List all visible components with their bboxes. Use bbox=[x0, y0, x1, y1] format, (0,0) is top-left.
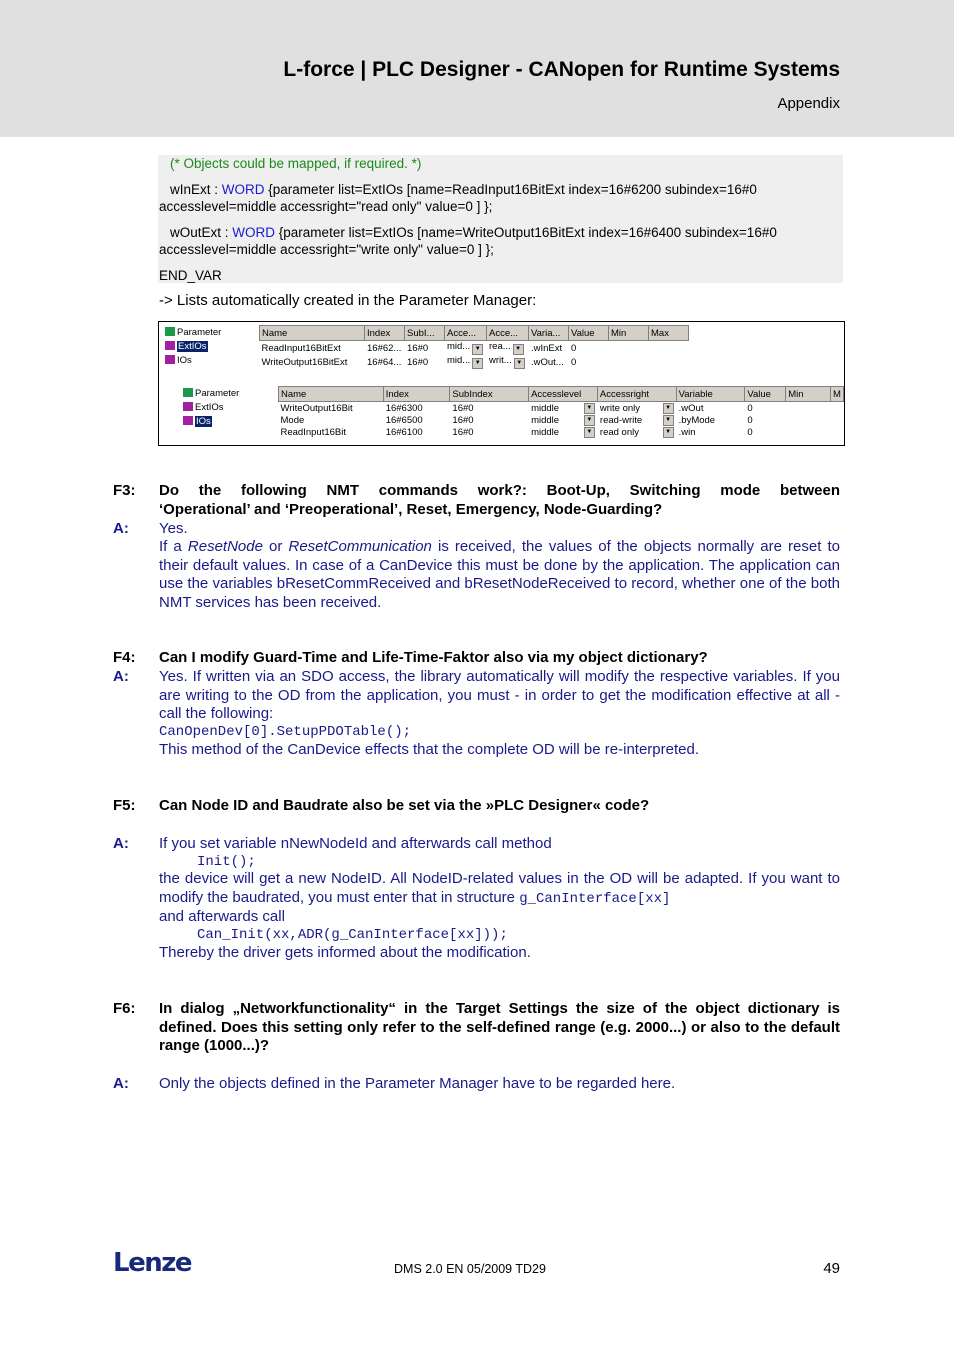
dropdown-arrow-icon[interactable]: ▼ bbox=[663, 427, 674, 438]
tree-node[interactable]: IOs bbox=[165, 355, 192, 366]
f5-answer-1: If you set variable nNewNodeId and afterwards call method bbox=[159, 835, 552, 852]
col-header[interactable]: Index bbox=[383, 387, 450, 402]
f6-label: F6: bbox=[113, 1000, 136, 1017]
f6-answer-label: A: bbox=[113, 1075, 129, 1092]
f5-answer-4: Thereby the driver gets informed about the modification. bbox=[159, 944, 531, 961]
dropdown-arrow-icon[interactable]: ▼ bbox=[513, 344, 524, 355]
table-row[interactable]: WriteOutput16BitExt 16#64... 16#0 mid... ▼ writ... ▼ .wOut... 0 bbox=[260, 355, 689, 369]
parameter-manager-screenshot bbox=[158, 321, 845, 446]
col-header[interactable]: Name bbox=[260, 326, 365, 341]
col-header[interactable]: Min bbox=[609, 326, 649, 341]
dropdown-arrow-icon[interactable]: ▼ bbox=[663, 403, 674, 414]
list-icon bbox=[183, 416, 193, 425]
dropdown-arrow-icon[interactable]: ▼ bbox=[584, 427, 595, 438]
col-header[interactable]: Accesslevel bbox=[529, 387, 598, 402]
f6-question: In dialog „Networkfunctionality“ in the Target Settings the size of the object dictionary is defined. Does this setting only refer to the self-defined range (e.g. 2000...) or also to the default range (1000...)? bbox=[159, 1000, 840, 1055]
caninterface-code: g_CanInterface[xx] bbox=[519, 890, 671, 907]
col-header[interactable]: M bbox=[830, 387, 843, 402]
var-name: wOutExt bbox=[170, 225, 222, 240]
col-header[interactable]: Acce... bbox=[487, 326, 529, 341]
code-block bbox=[158, 155, 843, 283]
col-header[interactable]: Varia... bbox=[529, 326, 569, 341]
list-icon bbox=[165, 341, 175, 350]
list-icon bbox=[183, 402, 193, 411]
code-text: {parameter list=ExtIOs [name=ReadInput16BitExt index=16#6200 subindex=16#0 bbox=[264, 182, 757, 197]
col-header[interactable]: Index bbox=[365, 326, 405, 341]
lists-caption: -> Lists automatically created in the Parameter Manager: bbox=[159, 292, 537, 309]
col-header[interactable]: SubI... bbox=[405, 326, 445, 341]
bottom-parameter-table bbox=[278, 386, 844, 438]
f4-answer-label: A: bbox=[113, 668, 129, 685]
f6-answer: Only the objects defined in the Parameter Manager have to be regarded here. bbox=[159, 1075, 676, 1092]
col-header[interactable]: Name bbox=[279, 387, 384, 402]
tree-node[interactable]: Parameter bbox=[183, 388, 239, 399]
col-header[interactable]: Value bbox=[569, 326, 609, 341]
f4-answer: Yes. If written via an SDO access, the library automatically will modify the respective variables. If you are writing to the OD from the application, you must - in order to get the modification effective at all - call the following: bbox=[159, 668, 840, 723]
reset-communication-term: ResetCommunication bbox=[288, 538, 432, 555]
f5-code-init: Init(); bbox=[197, 854, 256, 870]
page-header bbox=[0, 0, 954, 137]
f3-answer-label: A: bbox=[113, 520, 129, 537]
f3-label: F3: bbox=[113, 482, 136, 499]
f4-question: Can I modify Guard-Time and Life-Time-Faktor also via my object dictionary? bbox=[159, 649, 708, 666]
f3-answer: If a ResetNode or ResetCommunication is received, the values of the objects normally are reset to their default values. In case of a CanDevice this must be done by the application. The application can use the variables bResetCommReceived and bResetNodeReceived to record, whether one of the both NMT services has been received. bbox=[159, 538, 841, 611]
tree-node[interactable]: IOs bbox=[183, 416, 212, 427]
type-keyword: WORD bbox=[221, 182, 265, 197]
col-header[interactable]: Max bbox=[649, 326, 689, 341]
col-header[interactable]: Accessright bbox=[597, 387, 676, 402]
tree-node[interactable]: Parameter bbox=[165, 327, 221, 338]
table-row[interactable]: WriteOutput16Bit 16#6300 16#0 middle ▼ write only ▼ .wOut 0 bbox=[279, 402, 844, 415]
dropdown-arrow-icon[interactable]: ▼ bbox=[663, 415, 674, 426]
f5-code-caninit: Can_Init(xx,ADR(g_CanInterface[xx])); bbox=[197, 927, 508, 943]
code-line-winext-cont: accesslevel=middle accessright="read only" value=0 ] }; bbox=[159, 199, 493, 214]
section-name: Appendix bbox=[777, 95, 840, 112]
f5-question: Can Node ID and Baudrate also be set via the »PLC Designer« code? bbox=[159, 797, 650, 814]
col-header[interactable]: Variable bbox=[676, 387, 745, 402]
code-text: {parameter list=ExtIOs [name=WriteOutput16BitExt index=16#6400 subindex=16#0 bbox=[275, 225, 777, 240]
code-line-woutext-cont: accesslevel=middle accessright="write only" value=0 ] }; bbox=[159, 242, 494, 257]
col-header[interactable]: Value bbox=[745, 387, 786, 402]
lenze-logo: Lenze bbox=[113, 1248, 191, 1278]
code-line-woutext bbox=[170, 224, 777, 241]
code-end-var: END_VAR bbox=[159, 268, 222, 283]
f5-answer-2: the device will get a new NodeID. All NodeID-related values in the OD will be adapted. If you want to modify the baudrated, you must enter that in structure g_CanInterface[xx] bbox=[159, 870, 840, 907]
top-parameter-table bbox=[259, 325, 689, 369]
reset-node-term: ResetNode bbox=[187, 538, 263, 555]
table-row[interactable]: Mode 16#6500 16#0 middle ▼ read-write ▼ .byMode 0 bbox=[279, 414, 844, 426]
document-title: L-force | PLC Designer - CANopen for Runtime Systems bbox=[283, 58, 840, 81]
dropdown-arrow-icon[interactable]: ▼ bbox=[472, 358, 483, 369]
type-keyword: WORD bbox=[232, 225, 276, 240]
f4-code: CanOpenDev[0].SetupPDOTable(); bbox=[159, 724, 412, 740]
f5-label: F5: bbox=[113, 797, 136, 814]
f4-answer-after: This method of the CanDevice effects that the complete OD will be re-interpreted. bbox=[159, 741, 699, 758]
table-row[interactable]: ReadInput16Bit 16#6100 16#0 middle ▼ read only ▼ .win 0 bbox=[279, 426, 844, 438]
col-header[interactable]: Acce... bbox=[445, 326, 487, 341]
dropdown-arrow-icon[interactable]: ▼ bbox=[472, 344, 483, 355]
var-name: wInExt bbox=[170, 182, 211, 197]
code-comment: (* Objects could be mapped, if required. *) bbox=[170, 156, 422, 171]
f3-question-line1: Do the following NMT commands work?: Boot-Up, Switching mode between bbox=[159, 482, 840, 499]
f5-answer-label: A: bbox=[113, 835, 129, 852]
col-header[interactable]: Min bbox=[786, 387, 831, 402]
document-id: DMS 2.0 EN 05/2009 TD29 bbox=[394, 1262, 546, 1276]
dropdown-arrow-icon[interactable]: ▼ bbox=[514, 358, 525, 369]
code-line-winext bbox=[170, 181, 757, 198]
dropdown-arrow-icon[interactable]: ▼ bbox=[584, 403, 595, 414]
f5-answer-3: and afterwards call bbox=[159, 908, 285, 925]
parameter-icon bbox=[183, 388, 193, 397]
f3-question-line2: ‘Operational’ and ‘Preoperational’, Reset, Emergency, Node-Guarding? bbox=[159, 501, 663, 518]
list-icon bbox=[165, 355, 175, 364]
col-header[interactable]: SubIndex bbox=[450, 387, 529, 402]
f4-label: F4: bbox=[113, 649, 136, 666]
parameter-icon bbox=[165, 327, 175, 336]
f3-yes: Yes. bbox=[159, 520, 188, 537]
tree-node[interactable]: ExtIOs bbox=[183, 402, 224, 413]
page-number: 49 bbox=[823, 1260, 840, 1277]
dropdown-arrow-icon[interactable]: ▼ bbox=[584, 415, 595, 426]
tree-node[interactable]: ExtIOs bbox=[165, 341, 208, 352]
colon: : bbox=[221, 225, 233, 240]
colon: : bbox=[210, 182, 222, 197]
table-row[interactable]: ReadInput16BitExt 16#62... 16#0 mid... ▼ rea... ▼ .wInExt 0 bbox=[260, 341, 689, 356]
